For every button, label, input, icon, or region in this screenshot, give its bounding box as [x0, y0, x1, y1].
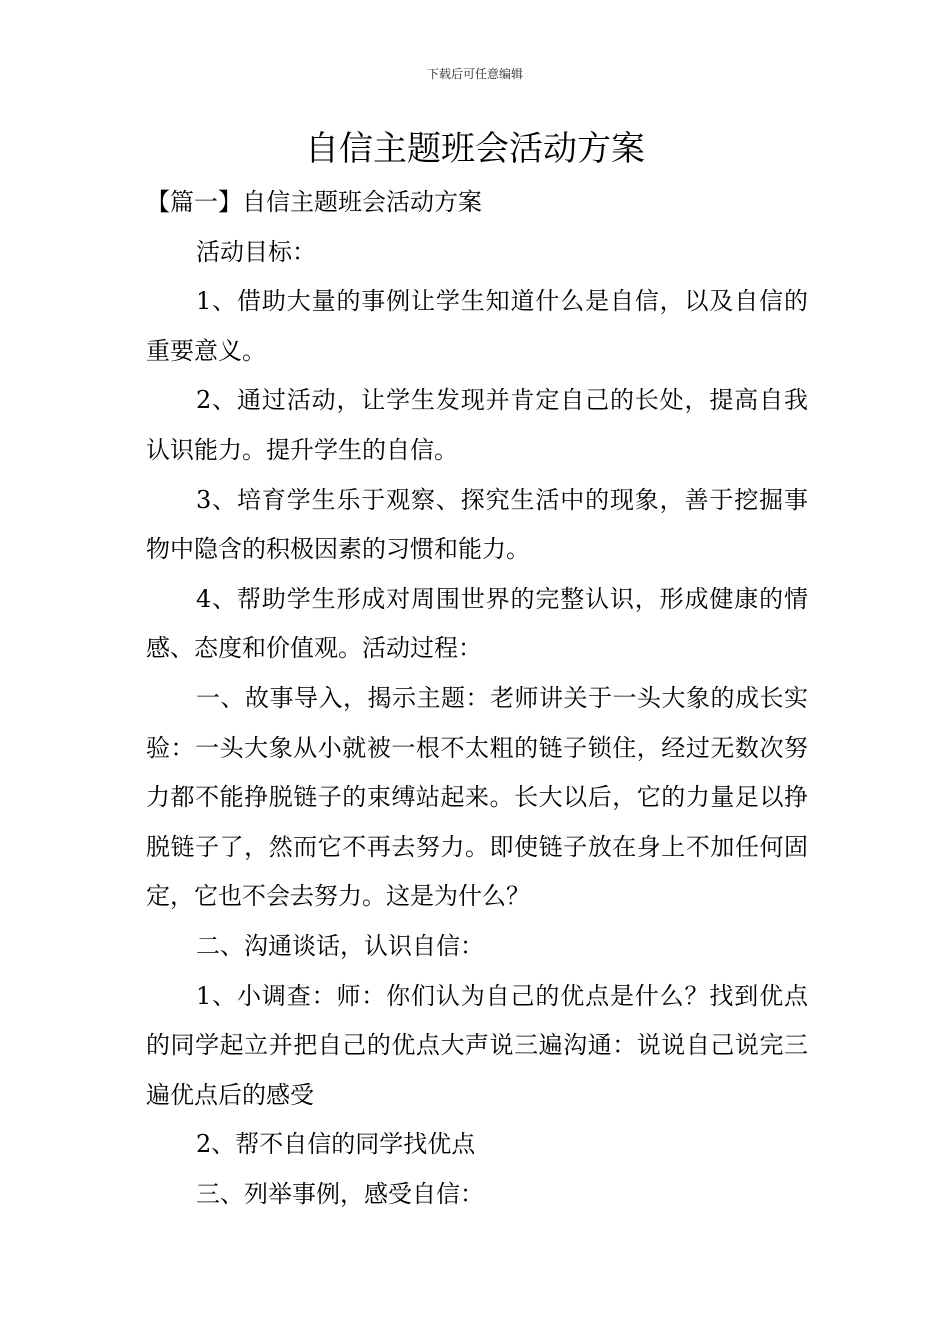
document-title: 自信主题班会活动方案 — [305, 129, 645, 169]
paragraph-step-3: 三、列举事例，感受自信： — [196, 1179, 484, 1208]
paragraph-step-2-item-1: 1、小调查：师：你们认为自己的优点是什么？找到优点的同学起立并把自己的优点大声说三遍沟通：说说自己说完三遍优点后的感受 — [146, 981, 808, 1109]
paragraph-step-2: 二、沟通谈话，认识自信： — [196, 931, 484, 960]
paragraph-goal-4: 4、帮助学生形成对周围世界的完整认识，形成健康的情感、态度和价值观。活动过程： — [146, 584, 808, 663]
document-body — [146, 178, 808, 1219]
paragraph-goal-1: 1、借助大量的事例让学生知道什么是自信，以及自信的重要意义。 — [146, 287, 808, 365]
paragraph-section-heading: 【篇一】自信主题班会活动方案 — [146, 188, 482, 216]
paragraph-goal-2: 2、通过活动，让学生发现并肯定自己的长处，提高自我认识能力。提升学生的自信。 — [146, 386, 808, 464]
paragraph-goal-3: 3、培育学生乐于观察、探究生活中的现象，善于挖掘事物中隐含的积极因素的习惯和能力。 — [146, 485, 808, 564]
paragraph-goals-heading: 活动目标： — [196, 237, 316, 266]
paragraph-step-1: 一、故事导入，揭示主题：老师讲关于一头大象的成长实验：一头大象从小就被一根不太粗的链子锁住，经过无数次努力都不能挣脱链子的束缚站起来。长大以后，它的力量足以挣脱链子了，然而它不再去努力。即使链子放在身上不加任何固定，它也不会去努力。这是为什么？ — [146, 683, 808, 911]
header-note: 下载后可任意编辑 — [426, 67, 523, 81]
paragraph-step-2-item-2: 2、帮不自信的同学找优点 — [196, 1130, 476, 1159]
